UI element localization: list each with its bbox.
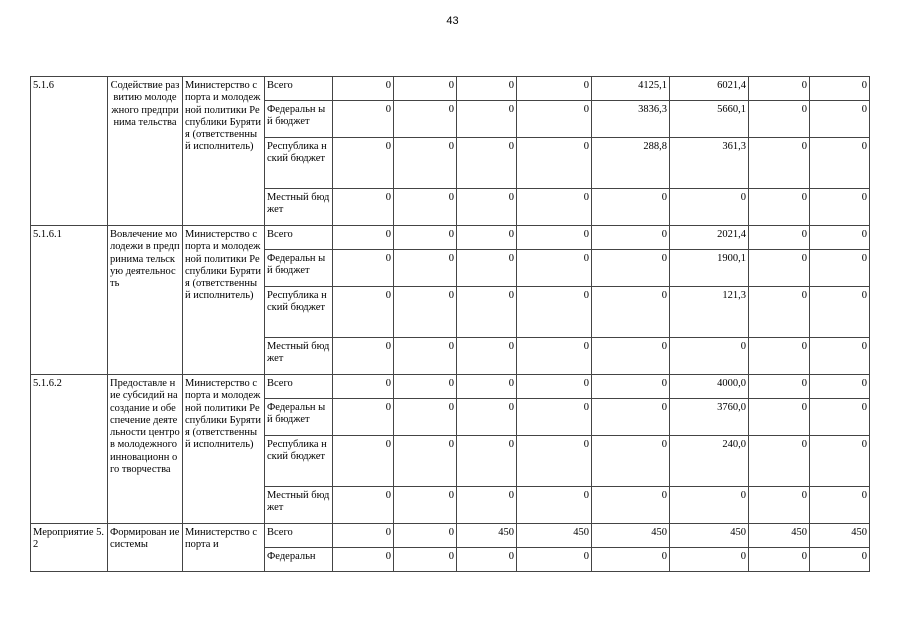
funding-value: 0: [749, 189, 810, 226]
item-code: 5.1.6.1: [31, 226, 108, 375]
funding-value: 0: [333, 287, 394, 338]
funding-value: 0: [670, 548, 749, 572]
table-row: [31, 226, 870, 250]
funding-value: 4125,1: [592, 77, 670, 101]
funding-value: 4000,0: [670, 375, 749, 399]
funding-value: 0: [394, 375, 457, 399]
funding-source: Республика нский бюджет: [265, 436, 333, 487]
funding-value: 240,0: [670, 436, 749, 487]
funding-value: 0: [749, 375, 810, 399]
funding-value: 0: [749, 101, 810, 138]
item-executor: Министерство спорта и молодежной политики Республики Бурятия (ответственны й исполнитель): [183, 226, 265, 375]
funding-value: 450: [810, 524, 870, 548]
funding-source: Федеральн ый бюджет: [265, 250, 333, 287]
funding-value: 0: [749, 250, 810, 287]
funding-value: 0: [394, 189, 457, 226]
funding-value: 0: [457, 287, 517, 338]
funding-value: 0: [517, 226, 592, 250]
funding-source: Федеральн ый бюджет: [265, 101, 333, 138]
funding-value: 0: [810, 189, 870, 226]
funding-value: 0: [333, 189, 394, 226]
item-code: 5.1.6: [31, 77, 108, 226]
budget-table-body: [31, 77, 870, 572]
budget-table: [30, 76, 870, 572]
funding-value: 450: [592, 524, 670, 548]
funding-value: 0: [670, 189, 749, 226]
item-code: 5.1.6.2: [31, 375, 108, 524]
funding-value: 0: [670, 487, 749, 524]
funding-value: 0: [749, 338, 810, 375]
funding-value: 450: [457, 524, 517, 548]
funding-value: 0: [333, 375, 394, 399]
funding-value: 0: [394, 436, 457, 487]
funding-value: 0: [333, 399, 394, 436]
funding-source: Местный бюджет: [265, 189, 333, 226]
item-executor: Министерство спорта и: [183, 524, 265, 572]
funding-value: 0: [457, 548, 517, 572]
funding-value: 0: [517, 138, 592, 189]
funding-source: Федеральн ый бюджет: [265, 399, 333, 436]
funding-value: 0: [394, 524, 457, 548]
funding-value: 0: [457, 226, 517, 250]
funding-value: 0: [592, 250, 670, 287]
funding-value: 0: [592, 548, 670, 572]
item-title: Содействие развитию молодежного предпринима тельства: [108, 77, 183, 226]
funding-value: 0: [592, 436, 670, 487]
funding-value: 0: [333, 101, 394, 138]
item-executor: Министерство спорта и молодежной политики Республики Бурятия (ответственны й исполнитель): [183, 375, 265, 524]
funding-value: 0: [592, 287, 670, 338]
funding-source: Федеральн: [265, 548, 333, 572]
funding-source: Всего: [265, 77, 333, 101]
funding-value: 0: [749, 77, 810, 101]
funding-source: Местный бюджет: [265, 487, 333, 524]
funding-value: 0: [333, 436, 394, 487]
funding-value: 0: [394, 338, 457, 375]
funding-value: 0: [810, 548, 870, 572]
funding-value: 0: [592, 375, 670, 399]
funding-value: 0: [810, 287, 870, 338]
funding-value: 0: [457, 436, 517, 487]
funding-value: 2021,4: [670, 226, 749, 250]
funding-value: 0: [517, 189, 592, 226]
funding-value: 0: [592, 226, 670, 250]
page-number: 43: [446, 15, 459, 27]
table-row: [31, 524, 870, 548]
funding-value: 0: [333, 77, 394, 101]
funding-value: 0: [457, 375, 517, 399]
funding-value: 0: [517, 548, 592, 572]
funding-value: 450: [749, 524, 810, 548]
funding-value: 0: [517, 338, 592, 375]
item-title: Формирован ие системы: [108, 524, 183, 572]
funding-value: 0: [592, 487, 670, 524]
funding-value: 1900,1: [670, 250, 749, 287]
funding-value: 0: [333, 226, 394, 250]
funding-value: 0: [810, 77, 870, 101]
funding-value: 0: [592, 338, 670, 375]
funding-value: 0: [394, 399, 457, 436]
funding-value: 0: [394, 250, 457, 287]
funding-value: 0: [749, 436, 810, 487]
funding-value: 0: [517, 436, 592, 487]
funding-value: 0: [457, 250, 517, 287]
funding-source: Всего: [265, 226, 333, 250]
funding-value: 0: [810, 338, 870, 375]
item-executor: Министерство спорта и молодежной политики Республики Бурятия (ответственны й исполнитель): [183, 77, 265, 226]
funding-value: 0: [810, 436, 870, 487]
funding-value: 288,8: [592, 138, 670, 189]
funding-value: 0: [394, 101, 457, 138]
funding-source: Республика нский бюджет: [265, 287, 333, 338]
funding-value: 0: [394, 226, 457, 250]
funding-value: 450: [670, 524, 749, 548]
funding-value: 0: [749, 138, 810, 189]
funding-value: 450: [517, 524, 592, 548]
funding-value: 6021,4: [670, 77, 749, 101]
funding-value: 0: [394, 138, 457, 189]
funding-value: 0: [457, 189, 517, 226]
funding-value: 0: [517, 77, 592, 101]
funding-value: 0: [810, 399, 870, 436]
funding-value: 0: [517, 399, 592, 436]
funding-value: 0: [457, 399, 517, 436]
funding-value: 0: [517, 375, 592, 399]
funding-value: 0: [749, 399, 810, 436]
funding-value: 0: [333, 487, 394, 524]
item-title: Вовлечение молодежи в предпринима тельскую деятельность: [108, 226, 183, 375]
funding-value: 0: [333, 338, 394, 375]
funding-value: 0: [810, 250, 870, 287]
funding-value: 0: [394, 487, 457, 524]
funding-value: 0: [457, 338, 517, 375]
funding-value: 0: [517, 487, 592, 524]
funding-value: 0: [670, 338, 749, 375]
funding-value: 0: [394, 77, 457, 101]
funding-value: 0: [333, 138, 394, 189]
funding-value: 0: [333, 250, 394, 287]
funding-value: 3836,3: [592, 101, 670, 138]
table-row: [31, 375, 870, 399]
funding-value: 0: [749, 226, 810, 250]
funding-value: 0: [457, 487, 517, 524]
funding-value: 5660,1: [670, 101, 749, 138]
funding-value: 0: [592, 399, 670, 436]
funding-value: 0: [333, 548, 394, 572]
funding-value: 0: [457, 138, 517, 189]
funding-source: Местный бюджет: [265, 338, 333, 375]
funding-value: 0: [810, 487, 870, 524]
funding-value: 361,3: [670, 138, 749, 189]
funding-value: 0: [810, 226, 870, 250]
funding-value: 0: [457, 77, 517, 101]
funding-value: 0: [457, 101, 517, 138]
funding-value: 0: [517, 287, 592, 338]
item-title: Предоставле ние субсидий на создание и обеспечение деятельности центров молодежного инновационн ого творчества: [108, 375, 183, 524]
funding-value: 0: [394, 548, 457, 572]
funding-value: 0: [749, 287, 810, 338]
funding-value: 0: [810, 138, 870, 189]
funding-value: 0: [592, 189, 670, 226]
item-code: Мероприятие 5.2: [31, 524, 108, 572]
funding-value: 0: [394, 287, 457, 338]
funding-source: Всего: [265, 375, 333, 399]
funding-source: Республика нский бюджет: [265, 138, 333, 189]
funding-value: 3760,0: [670, 399, 749, 436]
funding-value: 0: [333, 524, 394, 548]
table-row: [31, 77, 870, 101]
funding-value: 121,3: [670, 287, 749, 338]
funding-value: 0: [517, 101, 592, 138]
funding-source: Всего: [265, 524, 333, 548]
funding-value: 0: [810, 101, 870, 138]
funding-value: 0: [810, 375, 870, 399]
funding-value: 0: [749, 548, 810, 572]
funding-value: 0: [517, 250, 592, 287]
funding-value: 0: [749, 487, 810, 524]
